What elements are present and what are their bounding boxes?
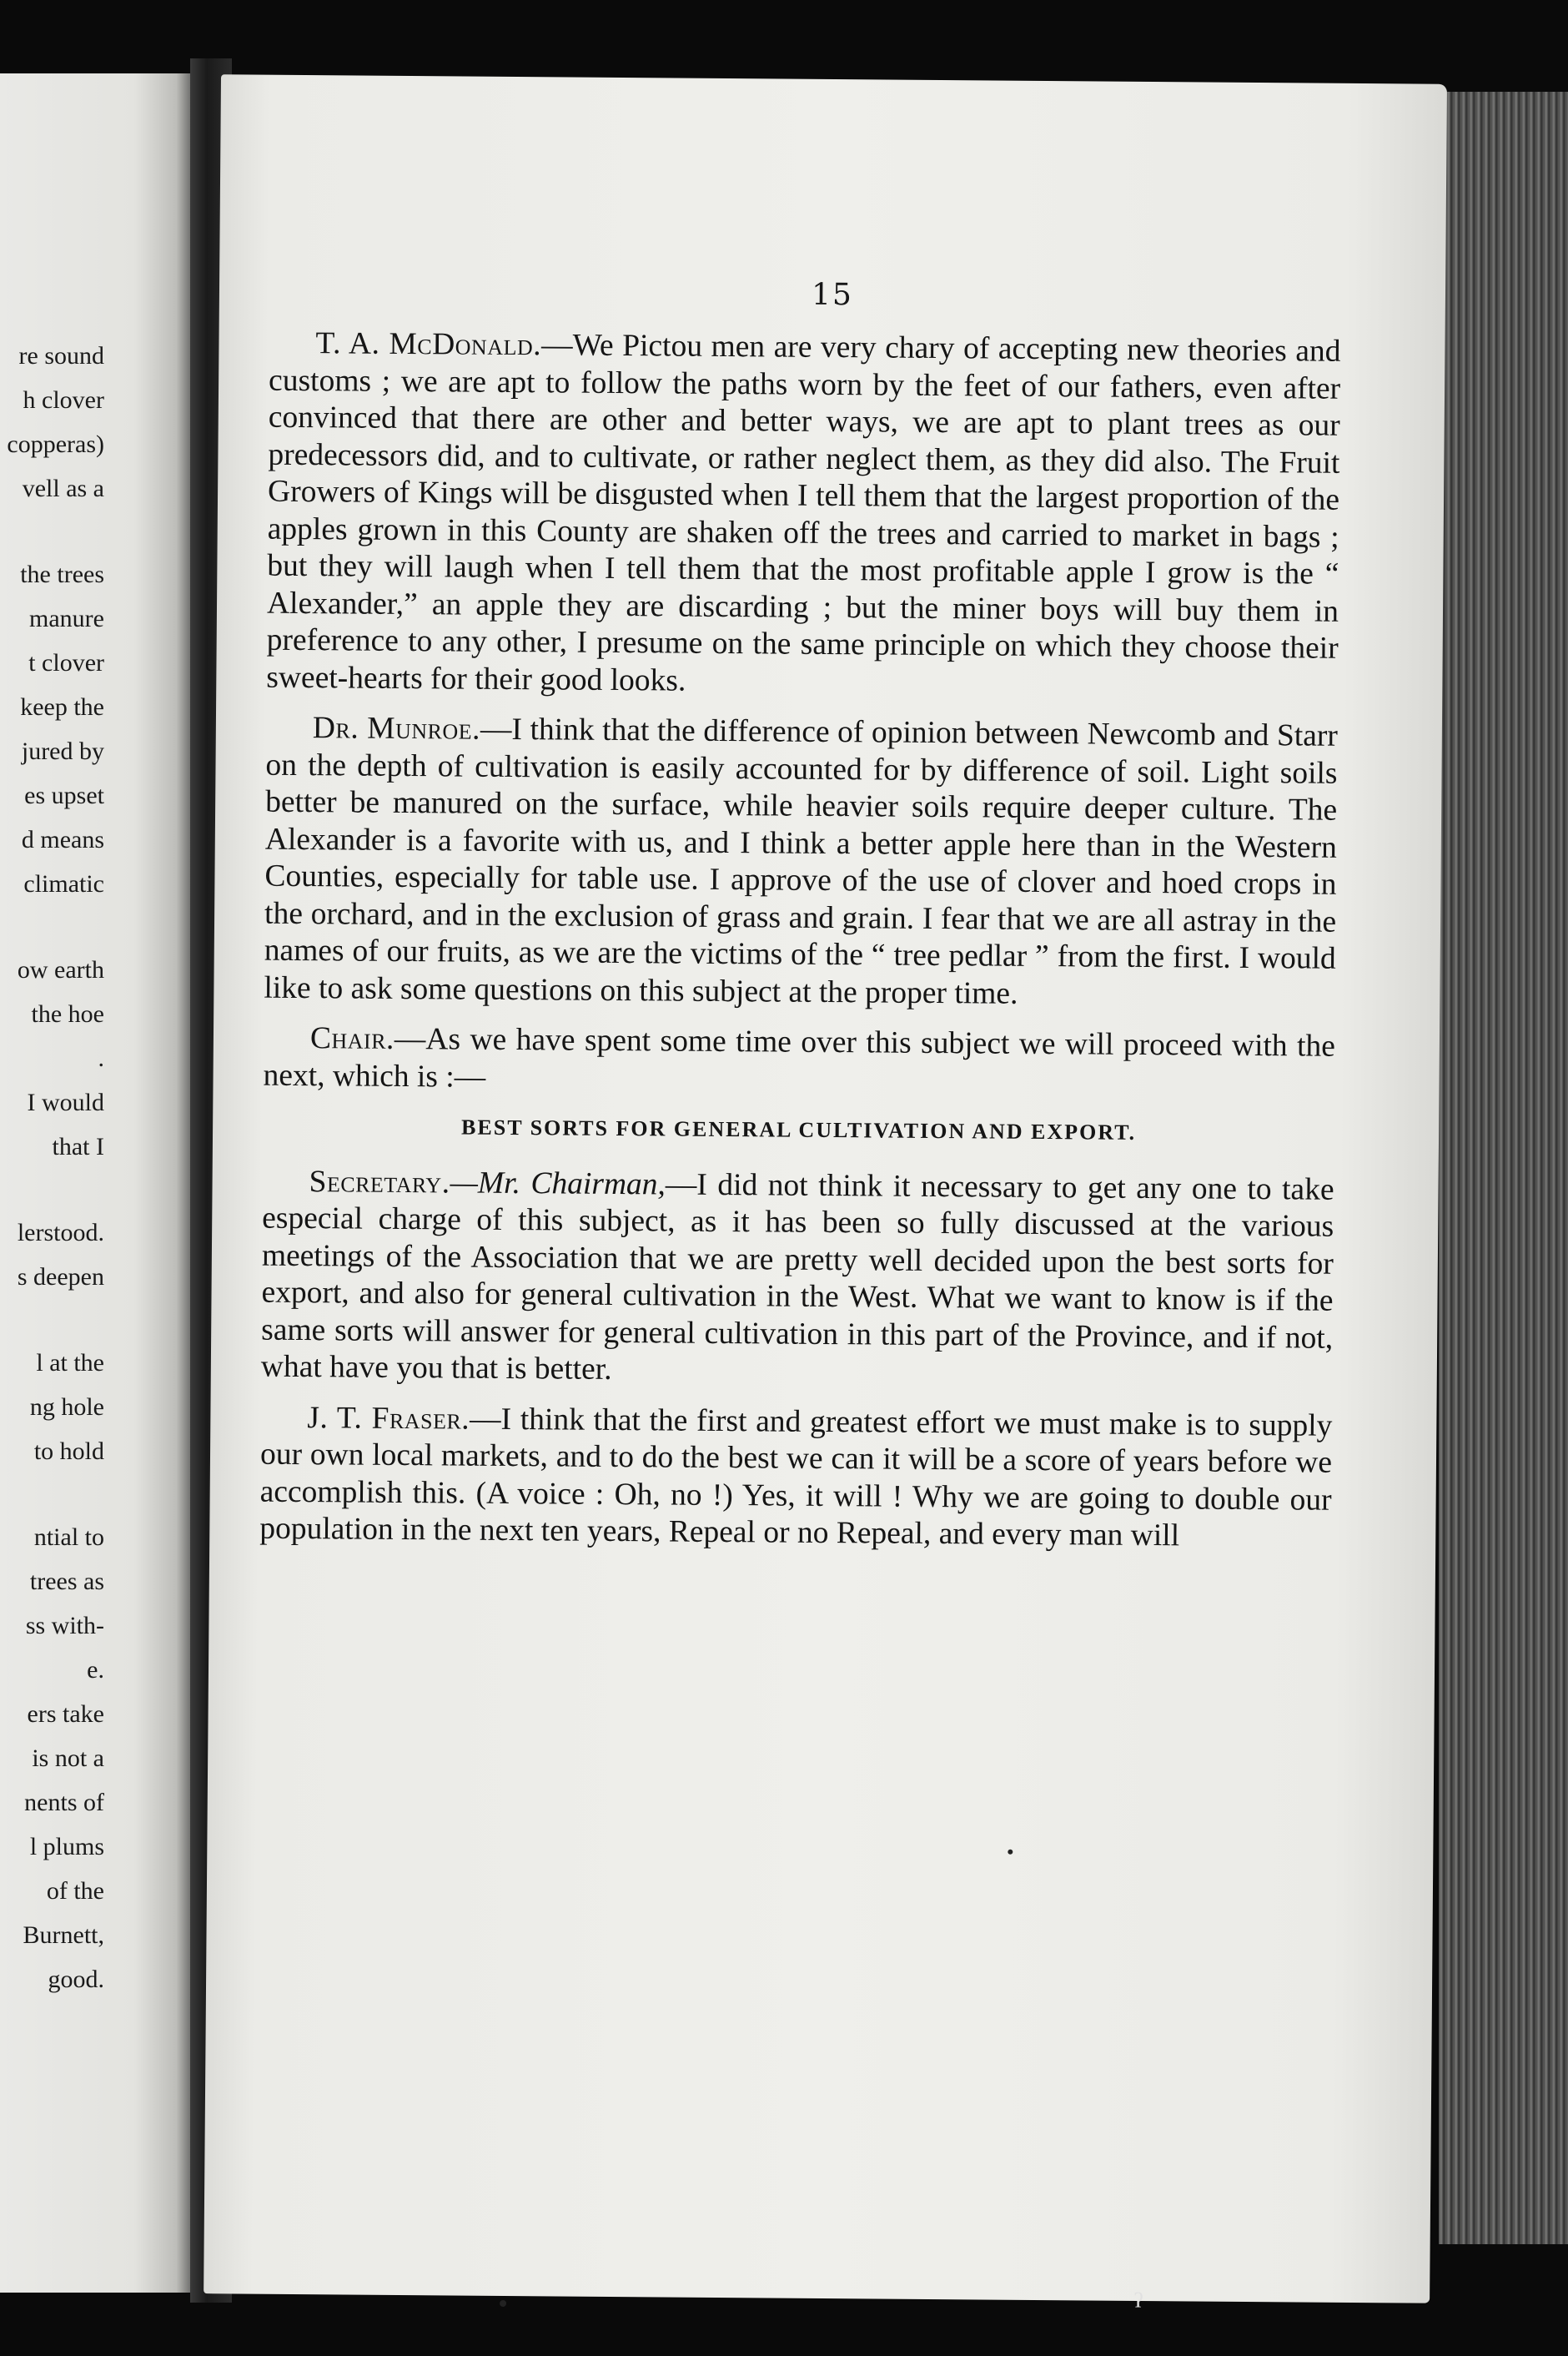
page-number: 15 bbox=[811, 277, 854, 313]
left-page-fragment: that I bbox=[52, 1133, 104, 1160]
left-page-fragment: the hoe bbox=[31, 1000, 104, 1028]
paragraph-fraser bbox=[259, 1399, 1332, 1556]
speaker-name: T. A. McDonald. bbox=[315, 326, 542, 363]
left-page-fragment: nents of bbox=[24, 1789, 104, 1816]
left-page-fragment: l plums bbox=[29, 1833, 104, 1860]
left-page-fragment: Burnett, bbox=[23, 1921, 104, 1949]
left-page-fragment: ers take bbox=[27, 1700, 104, 1728]
left-page-fragment: jured by bbox=[21, 738, 104, 765]
paragraph-text: —We Pictou men are very chary of accepting new theories and customs ; we are apt to follow the paths worn by the feet of our fathers, even after convinced that there are other and better ways, we are apt to plant trees as our predecessors did, and to cultivate, or rather neglect them, as they did also. The Fruit Growers of Kings will be disgusted when I tell them that the largest proportion of the apples grown in this County are shaken off the trees and carried to market in bags ; but they will laugh when I tell them that the most profitable apple I grow is the “ Alexander,” an apple they are discarding ; but the miner boys will buy them in preference to any other, I presume on the same principle on which they choose their sweet-hearts for their good looks. bbox=[266, 328, 1341, 698]
main-page bbox=[204, 74, 1447, 2303]
section-heading: BEST SORTS FOR GENERAL CULTIVATION AND EXPORT. bbox=[461, 1115, 1137, 1145]
left-page-fragment: ntial to bbox=[33, 1523, 104, 1551]
paragraph-text: —I did not think it necessary to get any one to take especial charge of this subject, as it has been so fully discussed at the various meetings of the Association that we are pretty well decided upon the best sorts for export, and also for general cultivation in the West. What we want to know is if the same sorts will answer for general cultivation in this part of the Province, and if not, what have you that is better. bbox=[260, 1166, 1334, 1387]
left-page-fragment: to hold bbox=[33, 1437, 104, 1465]
speaker-name: Dr. Munroe. bbox=[312, 711, 481, 747]
paragraph-text: —I think that the first and greatest effort we must make is to supply our own local markets, and to do the best we can it will be a score of years before we accomplish this. (A voice : Oh, no !) Yes, it will ! Why we are going to double our population in the next ten years, Repeal or no Repeal, and every man will bbox=[259, 1402, 1333, 1553]
left-page-fragment: lerstood. bbox=[17, 1219, 104, 1246]
scan-mark: ˀ bbox=[1134, 2287, 1143, 2325]
left-page-fragment: climatic bbox=[23, 870, 104, 898]
left-page-fragment: good. bbox=[48, 1966, 104, 1993]
left-page-fragment: of the bbox=[46, 1877, 104, 1905]
left-page-fragment: copperas) bbox=[7, 430, 104, 458]
left-page-fragment: . bbox=[98, 1045, 104, 1072]
left-page-fragment: l at the bbox=[36, 1349, 104, 1377]
page-edges-stack bbox=[1439, 92, 1568, 2244]
paragraph-mcdonald bbox=[266, 325, 1340, 705]
speaker-name: J. T. Fraser. bbox=[307, 1400, 470, 1437]
body-text bbox=[259, 325, 1341, 1570]
left-page-fragment: t clover bbox=[28, 649, 104, 677]
speaker-name: Secretary. bbox=[309, 1164, 450, 1200]
paragraph-munroe bbox=[264, 710, 1338, 1015]
left-page-fragment: vell as a bbox=[22, 475, 104, 502]
paragraph-secretary bbox=[261, 1163, 1334, 1394]
left-page-fragment: trees as bbox=[29, 1568, 104, 1595]
paragraph-text: —I think that the difference of opinion between Newcomb and Starr on the depth of cultivation is easily accounted for by difference of soil. Light soils better be manured on the surface, while heavier soils require deeper culture. The Alexander is a favorite with us, and I think a better apple here than in the Western Counties, especially for table use. I approve of the use of clover and hoed crops in the orchard, and in the exclusion of grass and grain. I fear that we are all astray in the names of our fruits, as we are the victims of the “ tree pedlar ” from the first. I would like to ask some questions on this subject at the proper time. bbox=[264, 712, 1338, 1011]
left-page-fragment: manure bbox=[29, 605, 104, 632]
left-page-fragment: ng hole bbox=[29, 1393, 104, 1421]
left-page-fragment: s deepen bbox=[17, 1263, 104, 1291]
left-page-fragment: h clover bbox=[23, 386, 104, 414]
left-page-fragment: ow earth bbox=[17, 956, 104, 984]
left-page-fragment: e. bbox=[87, 1656, 104, 1684]
left-page-fragment: the trees bbox=[20, 561, 104, 588]
ink-speck bbox=[1008, 1850, 1013, 1855]
address-italic: —Mr. Chairman, bbox=[450, 1165, 666, 1201]
paragraph-chair bbox=[263, 1020, 1335, 1103]
left-page-fragment: ss with- bbox=[25, 1612, 104, 1639]
left-page-fragment: re sound bbox=[18, 342, 104, 370]
left-page-fragment: d means bbox=[21, 826, 104, 853]
left-page-fragment: I would bbox=[27, 1089, 104, 1116]
left-facing-page bbox=[0, 73, 192, 2293]
left-page-fragment: keep the bbox=[20, 693, 104, 721]
ink-speck bbox=[500, 2300, 506, 2307]
left-page-fragment: es upset bbox=[24, 782, 104, 809]
left-page-fragment: is not a bbox=[32, 1744, 104, 1772]
paragraph-text: —As we have spent some time over this subject we will proceed with the next, which is :— bbox=[263, 1021, 1336, 1095]
speaker-name: Chair. bbox=[309, 1021, 395, 1056]
